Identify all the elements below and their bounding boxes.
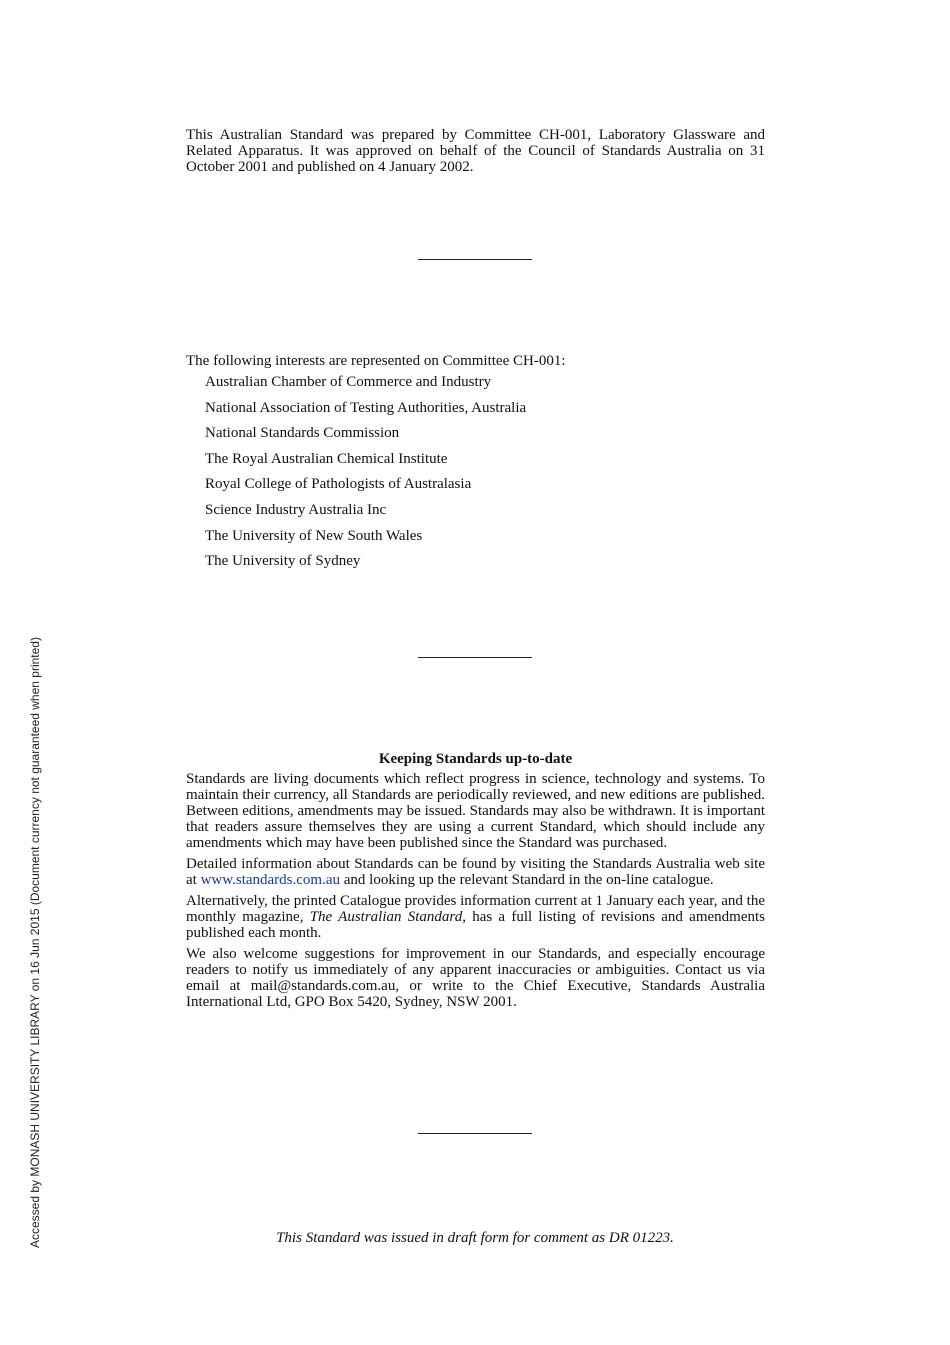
- committee-interests: [186, 352, 765, 578]
- interest-item: The University of Sydney: [205, 553, 361, 570]
- interest-item: National Association of Testing Authorities, Australia: [205, 399, 527, 416]
- preparation-text: This Australian Standard was prepared by Committee CH-001, Laboratory Glassware and Related Apparatus. It was approved on behalf of the Council of Standards Australia on 31 October 2001 and published on 4 January 2002.: [186, 127, 765, 175]
- interest-item: Science Industry Australia Inc: [205, 501, 387, 518]
- draft-note: This Standard was issued in draft form for comment as DR 01223.: [276, 1230, 674, 1246]
- interest-item: Royal College of Pathologists of Australasia: [205, 476, 472, 493]
- interests-intro: The following interests are represented on Committee CH-001:: [186, 353, 566, 369]
- website-text-before: Detailed information about Standards can be found by visiting the Standards Australia web site at: [186, 856, 765, 888]
- interest-item: National Standards Commission: [205, 425, 400, 442]
- preparation-statement: [186, 127, 765, 175]
- standards-website-link[interactable]: www.standards.com.au: [200, 872, 340, 888]
- access-watermark: Accessed by MONASH UNIVERSITY LIBRARY on 16 Jun 2015 (Document currency not guaranteed when printed): [28, 637, 42, 1248]
- divider-rule: [418, 657, 532, 658]
- interest-item: The Royal Australian Chemical Institute: [205, 450, 448, 467]
- interest-item: Australian Chamber of Commerce and Industry: [205, 374, 492, 390]
- catalogue-paragraph: [186, 893, 765, 941]
- section-heading: Keeping Standards up-to-date: [378, 751, 573, 767]
- catalogue-text-before: Alternatively, the printed Catalogue provides information current at 1 January each year, and the monthly magazine,: [186, 893, 765, 925]
- keeping-standards-section: [186, 750, 765, 1015]
- living-documents-paragraph: Standards are living documents which reflect progress in science, technology and systems. To maintain their currency, all Standards are periodically reviewed, and new editions are published. Between editions, amendments may be issued. Standards may also be withdrawn. It is important that readers assure themselves they are using a current Standard, which should include any amendments which may have been published since the Standard was purchased.: [186, 771, 765, 851]
- website-text-after: and looking up the relevant Standard in the on-line catalogue.: [340, 872, 714, 888]
- divider-rule: [418, 1133, 532, 1134]
- magazine-title: The Australian Standard: [309, 909, 463, 925]
- interest-item: The University of New South Wales: [205, 527, 423, 544]
- interests-list: [205, 373, 765, 578]
- divider-rule: [418, 259, 532, 260]
- website-paragraph: [186, 856, 765, 888]
- suggestions-paragraph: We also welcome suggestions for improvement in our Standards, and especially encourage readers to notify us immediately of any apparent inaccuracies or ambiguities. Contact us via email at mail@standards.com.au, or write to the Chief Executive, Standards Australia International Ltd, GPO Box 5420, Sydney, NSW 2001.: [186, 946, 765, 1010]
- catalogue-text-after: , has a full listing of revisions and amendments published each month.: [186, 909, 765, 941]
